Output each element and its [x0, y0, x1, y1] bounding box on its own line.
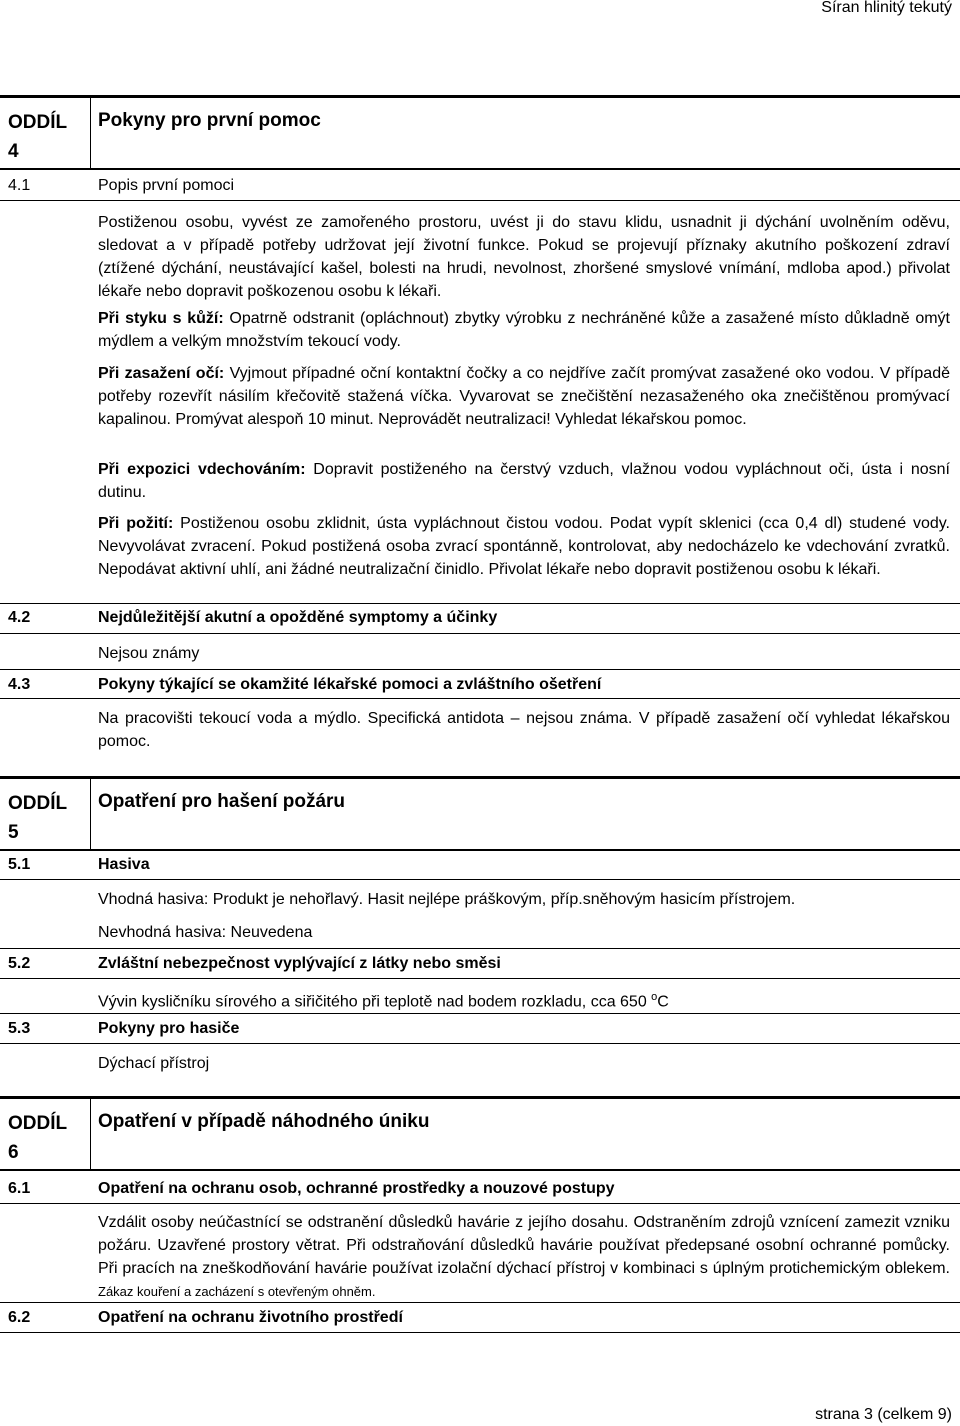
subsection-4-1-heading: 4.1 Popis první pomoci [8, 177, 235, 194]
section-5-label: ODDÍL 5 [8, 793, 68, 843]
section-6-label: ODDÍL 6 [8, 1113, 68, 1163]
special-hazards-text: Vývin kysličníku sírového a siřičitého při teplotě nad bodem rozkladu, cca 650 $^o$C [98, 991, 669, 1011]
medical-care-text: Na pracovišti tekoucí voda a mýdlo. Specifická antidota – nejsou známa. V případě zasažení očí vyhledat lékařskou pomoc. [98, 710, 950, 750]
subsection-6-1-heading: 6.1 Opatření na ochranu osob, ochranné prostředky a nouzové postupy [8, 1180, 615, 1197]
section-6-header [0, 1096, 960, 1171]
section-4-title: Pokyny pro první pomoc [98, 110, 321, 131]
document-header-product-name: Síran hlinitý tekutý [821, 0, 952, 16]
subsection-5-1-heading: 5.1 Hasiva [8, 856, 150, 873]
section-4-label: ODDÍL 4 [8, 112, 68, 162]
section-5-title: Opatření pro hašení požáru [98, 791, 346, 812]
symptoms-text: Nejsou známy [98, 645, 200, 662]
subsection-5-2-heading: 5.2 Zvláštní nebezpečnost vyplývající z látky nebo směsi [8, 955, 501, 972]
suitable-extinguishing-media: Vhodná hasiva: Produkt je nehořlavý. Hasit nejlépe práškovým, příp.sněhovým hasicím přístrojem. [98, 891, 796, 908]
first-aid-general: Postiženou osobu, vyvést ze zamořeného prostoru, uvést ji do stavu klidu, usnadnit ji dýchání uvolněním oděvu, sledovat a v případě potřeby udržovat její životní funkce. Pokud se projevují příznaky akutního poškození zdraví (ztížené dýchání, neustávající kašel, bolesti na hrudi, nevolnost, zhoršené smyslové vnímání, mdloba apod.) přivolat lékaře nebo dopravit poškozenou osobu k lékaři. [98, 214, 950, 300]
first-aid-ingestion: Při požití: Postiženou osobu zklidnit, ústa vypláchnout čistou vodou. Podat vypít sklenici (cca 0,4 dl) studené vody. Nevyvolávat zvracení. Pokud postižená osoba zvrací spontánně, kontrolovat, aby nedocházelo ke vdechování zvratků. Nepodávat aktivní uhlí, ani žádné neutralizační činidlo. Přivolat lékaře nebo dopravit postiženou osobu k lékaři. [98, 515, 950, 578]
subsection-5-3-heading: 5.3 Pokyny pro hasiče [8, 1020, 240, 1037]
subsection-4-3-heading: 4.3 Pokyny týkající se okamžité lékařské pomoci a zvláštního ošetření [8, 676, 602, 693]
first-aid-skin: Při styku s kůží: Opatrně odstranit (opláchnout) zbytky výrobku z nechráněné kůže a zasažené místo důkladně omýt mýdlem a velkým množstvím tekoucí vody. [98, 310, 950, 350]
page-number: strana 3 (celkem 9) [815, 1406, 952, 1423]
section-4-header [0, 95, 960, 170]
personal-precautions-text: Vzdálit osoby neúčastnící se odstranění důsledků havárie z jejího dosahu. Odstraněním zdrojů vznícení zamezit vzniku požáru. Uzavřené prostory větrat. Při odstraňování důsledků havárie používat předepsané osobní ochranné pomůcky. Při pracích na zneškodňování havárie používat izolační dýchací přístroj v kombinaci s úplným protichemickým oblekem. Zákaz kouření a zacházení s otevřeným ohněm. [98, 1214, 950, 1299]
section-5-header [0, 776, 960, 851]
first-aid-eyes: Při zasažení očí: Vyjmout případné oční kontaktní čočky a co nejdříve začít promývat zasažené oko vodou. V případě potřeby rozevřít násilím křečovitě stažená víčka. Vyvarovat se znečištění nezasaženého oka znečištěnou promývací kapalinou. Promývat alespoň 10 minut. Neprovádět neutralizaci! Vyhledat lékařskou pomoc. [98, 365, 951, 428]
first-aid-inhalation: Při expozici vdechováním: Dopravit postiženého na čerstvý vzduch, vlažnou vodou vypláchnout oči, ústa i nosní dutinu. [98, 461, 950, 501]
subsection-4-2-heading: 4.2 Nejdůležitější akutní a opožděné symptomy a účinky [8, 609, 498, 626]
subsection-6-2-heading: 6.2 Opatření na ochranu životního prostředí [8, 1309, 403, 1326]
section-6-title: Opatření v případě náhodného úniku [98, 1111, 430, 1132]
firefighter-advice-text: Dýchací přístroj [98, 1055, 210, 1072]
unsuitable-extinguishing-media: Nevhodná hasiva: Neuvedena [98, 924, 313, 941]
